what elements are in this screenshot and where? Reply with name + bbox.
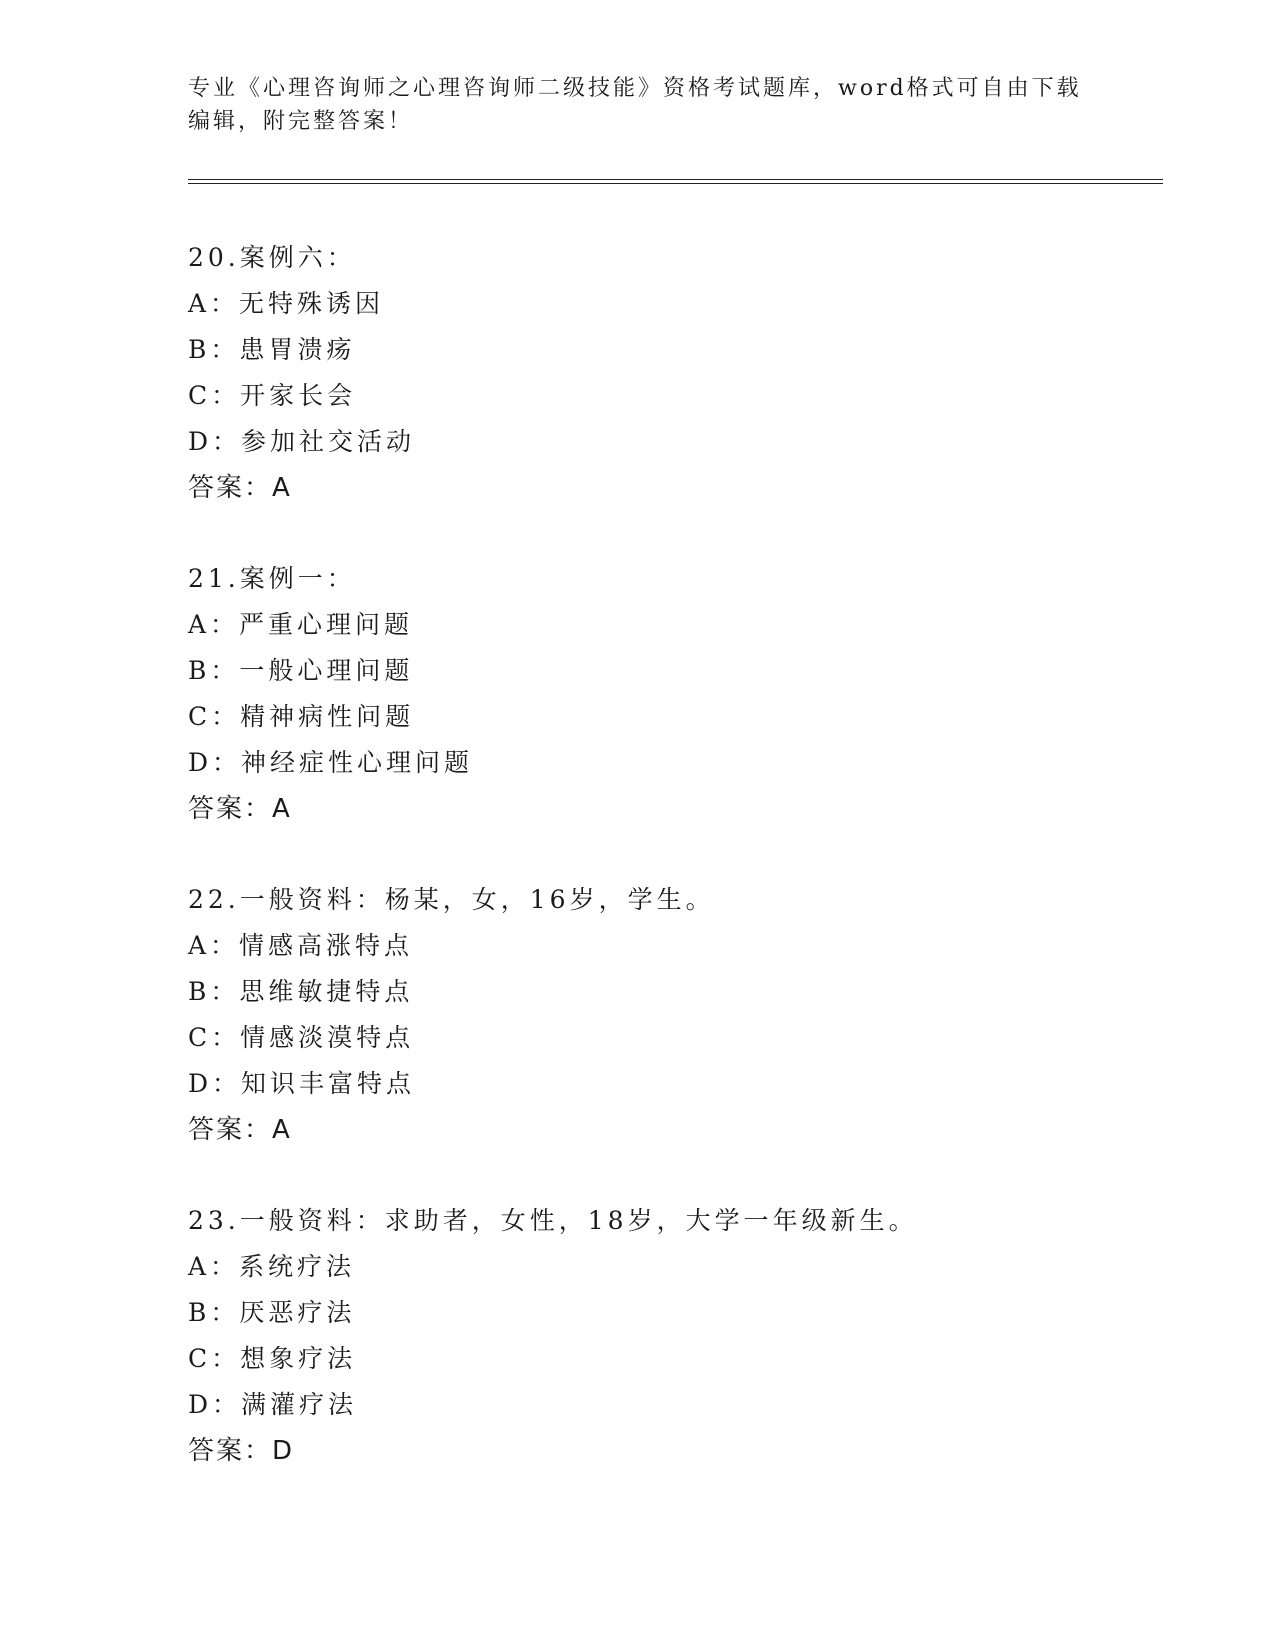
option-a: A：无特殊诱因 bbox=[188, 289, 385, 318]
option-d: D：满灌疗法 bbox=[188, 1390, 358, 1419]
option-b: B：厌恶疗法 bbox=[188, 1298, 356, 1327]
document-header bbox=[188, 72, 1088, 138]
option-c: C：开家长会 bbox=[188, 381, 357, 410]
question-21 bbox=[188, 556, 1148, 832]
option-a: A：情感高涨特点 bbox=[188, 931, 414, 960]
question-stem: 23.一般资料：求助者，女性，18岁，大学一年级新生。 bbox=[188, 1206, 918, 1235]
header-line-1: 专业《心理咨询师之心理咨询师二级技能》资格考试题库，word格式可自由下载 bbox=[188, 76, 1082, 101]
option-b: B：思维敏捷特点 bbox=[188, 977, 414, 1006]
question-list bbox=[188, 235, 1148, 1519]
question-22 bbox=[188, 877, 1148, 1153]
option-a: A：严重心理问题 bbox=[188, 610, 414, 639]
question-23 bbox=[188, 1198, 1148, 1474]
option-d: D：参加社交活动 bbox=[188, 427, 416, 456]
question-stem: 20.案例六： bbox=[188, 243, 356, 272]
option-b: B：一般心理问题 bbox=[188, 656, 414, 685]
answer: 答案：A bbox=[188, 794, 292, 824]
option-c: C：想象疗法 bbox=[188, 1344, 357, 1373]
question-stem: 21.案例一： bbox=[188, 564, 356, 593]
option-c: C：精神病性问题 bbox=[188, 702, 415, 731]
answer: 答案：A bbox=[188, 1115, 292, 1145]
answer: 答案：D bbox=[188, 1436, 295, 1466]
option-b: B：患胃溃疡 bbox=[188, 335, 356, 364]
question-20 bbox=[188, 235, 1148, 511]
option-c: C：情感淡漠特点 bbox=[188, 1023, 415, 1052]
option-a: A：系统疗法 bbox=[188, 1252, 356, 1281]
question-stem: 22.一般资料：杨某，女，16岁，学生。 bbox=[188, 885, 715, 914]
option-d: D：神经症性心理问题 bbox=[188, 748, 474, 777]
header-line-2: 编辑，附完整答案！ bbox=[188, 109, 414, 134]
header-divider bbox=[188, 179, 1163, 184]
answer: 答案：A bbox=[188, 473, 292, 503]
option-d: D：知识丰富特点 bbox=[188, 1069, 416, 1098]
